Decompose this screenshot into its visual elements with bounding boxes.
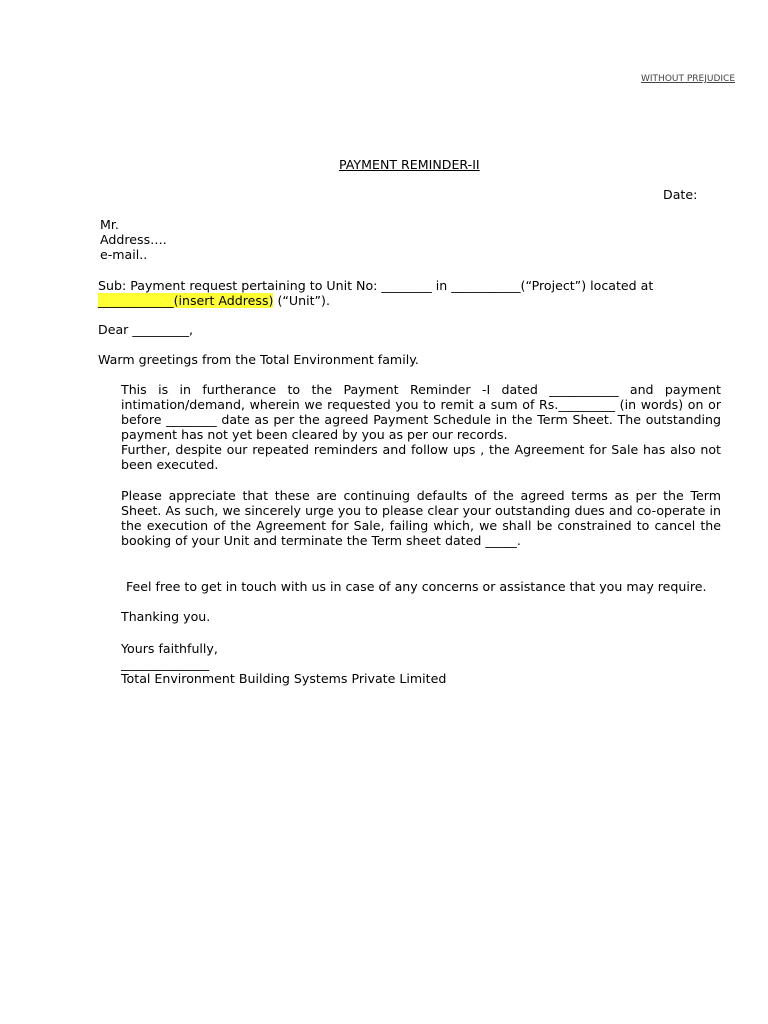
greeting: Warm greetings from the Total Environment family. (98, 352, 419, 367)
paragraph-agreement: Further, despite our repeated reminders and follow ups , the Agreement for Sale has also not been executed. (121, 442, 721, 472)
without-prejudice-header: WITHOUT PREJUDICE (641, 74, 736, 84)
paragraph-defaults: Please appreciate that these are continuing defaults of the agreed terms as per the Term Sheet. As such, we sincerely urge you to please clear your outstanding dues and co-operate in the execution of the Agreement for Sale, failing which, we shall be constrained to cancel the booking of your Unit and terminate the Term sheet dated _____. (121, 488, 721, 548)
closing-note: Feel free to get in touch with us in case of any concerns or assistance that you may require. (126, 579, 707, 594)
recipient-email: e-mail.. (100, 247, 148, 262)
yours-faithfully: Yours faithfully, (121, 641, 218, 656)
subject-unit: (“Unit”). (273, 293, 330, 308)
recipient-address: Address…. (100, 232, 167, 247)
paragraph-furtherance: This is in furtherance to the Payment Reminder -I dated ___________ and payment intimation/demand, wherein we requested you to remit a sum of Rs._________ (in words) on or before ________ date as per the agreed Payment Schedule in the Term Sheet. The outstanding payment has not yet been cleared by you as per our records. (121, 382, 721, 442)
subject-line-2 (98, 293, 722, 308)
company-name: Total Environment Building Systems Private Limited (121, 671, 447, 686)
body-paragraph-1 (121, 382, 721, 472)
address-highlight: ____________(insert Address) (98, 293, 274, 308)
recipient-block (100, 217, 167, 262)
body-paragraph-2 (121, 488, 721, 548)
subject-block (98, 278, 722, 308)
signature-line: ______________ (121, 656, 210, 671)
thanking: Thanking you. (121, 609, 211, 624)
recipient-name: Mr. (100, 217, 119, 232)
salutation: Dear _________, (98, 322, 194, 337)
date-label: Date: (663, 187, 698, 202)
letter-title: PAYMENT REMINDER-II (339, 157, 480, 172)
subject-line-1: Sub: Payment request pertaining to Unit No: ________ in ___________(“Project”) located at (98, 278, 654, 293)
